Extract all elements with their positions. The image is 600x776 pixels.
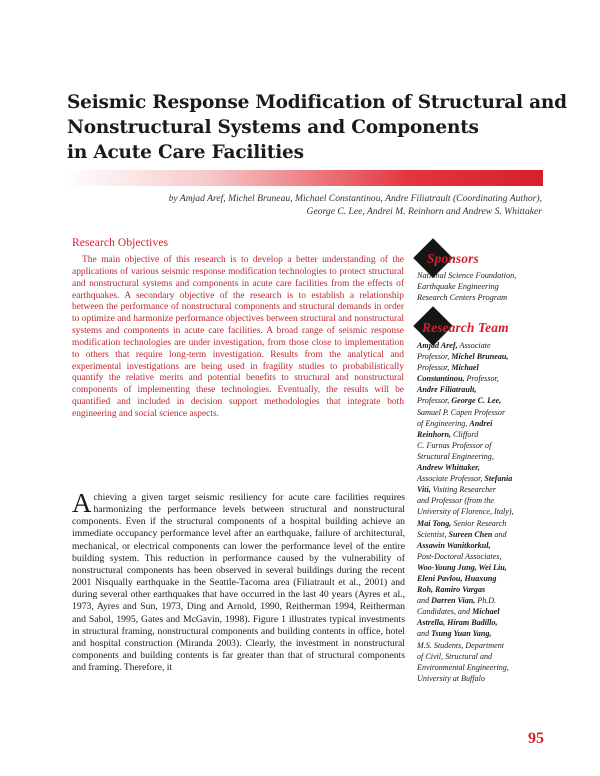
team-name: Darren Vian, — [431, 596, 476, 606]
drop-cap: A — [72, 488, 92, 518]
team-role: M.S. Students, Department — [417, 640, 504, 650]
research-objectives-heading: Research Objectives — [72, 237, 169, 249]
page-number: 95 — [528, 730, 544, 747]
team-name: Constantinou, — [417, 374, 465, 384]
team-role: Samuel P. Capen Professor — [417, 407, 506, 417]
team-name: Michael — [451, 363, 479, 373]
paper-title — [67, 90, 567, 165]
team-role: Professor, — [417, 363, 452, 373]
team-role: and Professor (from the — [417, 496, 494, 506]
team-role: University of Florence, Italy), — [417, 507, 514, 517]
sponsors-heading: Sponsors — [427, 251, 479, 266]
team-name: George C. Lee, — [451, 396, 502, 406]
team-role: Professor, — [464, 374, 499, 384]
author-line: by Amjad Aref, Michel Bruneau, Michael Constantinou, Andre Filiatrault (Coordinating Author), — [168, 193, 542, 204]
team-role: Professor, — [417, 352, 452, 362]
team-name: Amjad Aref, — [417, 341, 458, 350]
team-role: Associate — [457, 341, 491, 350]
team-role: and — [417, 596, 432, 606]
team-role: Post-Doctoral Associates, — [417, 551, 502, 561]
team-name: Mai Tong, — [417, 518, 452, 528]
research-objectives-text — [72, 255, 404, 421]
author-list — [100, 192, 542, 218]
team-role: Scientist, — [417, 529, 449, 539]
team-role: University at Buffalo — [417, 673, 485, 683]
research-team-heading: Research Team — [422, 320, 509, 335]
team-name: Andrei — [469, 418, 493, 428]
team-name: Eleni Pavlou, Huaxung — [417, 573, 497, 583]
team-role: Associate Professor, — [417, 474, 485, 484]
sponsor-line: National Science Foundation, — [417, 271, 517, 280]
team-name: Woo-Young Jung, Wei Liu, — [417, 562, 507, 572]
team-role: Candidates, and — [417, 607, 473, 617]
abstract-paragraph: The main objective of this research is to develop a better understanding of the applications of various seismic response modification technologies to protect structural and nonstructural systems and components in acute care facilities from the effects of earthquakes. A secondary objective of the research is to establish a relationship between the performance of nonstructural components and structural demands in order to optimize and harmonize performance objectives between structural and nonstructural systems and components in acute care facilities. A broad range of seismic response modification technologies are under investigation, from those close to implementation to others that require long-term investigation. Results from the analytical and experimental investigations are being used in fragility studies to probabilistically quantify the relative merits and potential benefits to structural and nonstructural components of implementing these technologies. Eventually, the results will be quantified and included in decision support methodologies that integrate both engineering and social science aspects. — [72, 255, 404, 419]
body-text — [72, 488, 405, 674]
team-role: Visiting Researcher — [430, 485, 496, 495]
team-role: C. Furnas Professor of — [417, 440, 492, 450]
team-role: Environmental Engineering, — [417, 662, 509, 672]
sponsor-line: Earthquake Engineering — [417, 282, 499, 291]
team-role: and — [417, 629, 432, 639]
team-role: Structural Engineering, — [417, 451, 494, 461]
team-name: Michael — [472, 607, 500, 617]
title-line: in Acute Care Facilities — [67, 142, 304, 163]
team-name: Andre Filiatrault, — [417, 385, 477, 395]
team-name: Andrew Whittaker, — [417, 463, 480, 473]
red-gradient-bar — [65, 170, 543, 186]
team-role: Clifford — [450, 429, 479, 439]
team-name: Stefania — [484, 474, 513, 484]
title-line: Nonstructural Systems and Components — [67, 117, 479, 138]
team-name: Reinhorn, — [417, 429, 451, 439]
body-paragraph-text: chieving a given target seismic resiliency for acute care facilities requires harmonizing the performance levels between structural and nonstructural components. Even if the structural components of a hospital building achieve an immediate occupancy performance level after an earthquake, failure of architectural, mechanical, or electrical components can lower the performance level of the entire building system. This reduction in performance caused by the vulnerability of nonstructural components has been observed in several buildings during the recent 2001 Nisqually earthquake in the Seattle-Tacoma area (Filiatrault et al., 2001) and during several other earthquakes that have occurred in the last 40 years (Ayres et al., 1973, Ayres and Sun, 1973, Ding and Arnold, 1990, Reitherman 1994, Reitherman and Sabol, 1995, Gates and McGavin, 1998). Figure 1 illustrates typical investments in structural framing, nonstructural components and building contents in office, hotel and hospital construction (Miranda 2003). Clearly, the investment in nonstructural components and building contents is far greater than that of structural components and framing. Therefore, it — [72, 492, 405, 674]
team-name: Michel Bruneau, — [451, 352, 509, 362]
author-line: George C. Lee, Andrei M. Reinhorn and Andrew S. Whittaker — [306, 206, 542, 217]
team-role: Senior Research — [451, 518, 507, 528]
team-role: Professor, — [417, 396, 452, 406]
team-name: Tsung Yuan Yang, — [431, 629, 492, 639]
team-role: and — [492, 529, 507, 539]
body-paragraph — [72, 488, 405, 674]
team-name: Astrella, Hiram Badillo, — [417, 618, 498, 628]
sponsor-line: Research Centers Program — [417, 293, 508, 302]
team-name: Viti, — [417, 485, 431, 495]
team-name: Assawin Wanitkorkul, — [417, 540, 491, 550]
sponsors-list — [417, 270, 547, 303]
team-name: Roh, Ramiro Vargas — [417, 585, 486, 595]
title-line: Seismic Response Modification of Structural and — [67, 92, 567, 113]
research-team-list — [417, 340, 557, 684]
team-name: Sureen Chen — [448, 529, 493, 539]
team-role: Ph.D. — [475, 596, 497, 606]
team-role: of Engineering, — [417, 418, 470, 428]
team-role: of Civil, Structural and — [417, 651, 493, 661]
